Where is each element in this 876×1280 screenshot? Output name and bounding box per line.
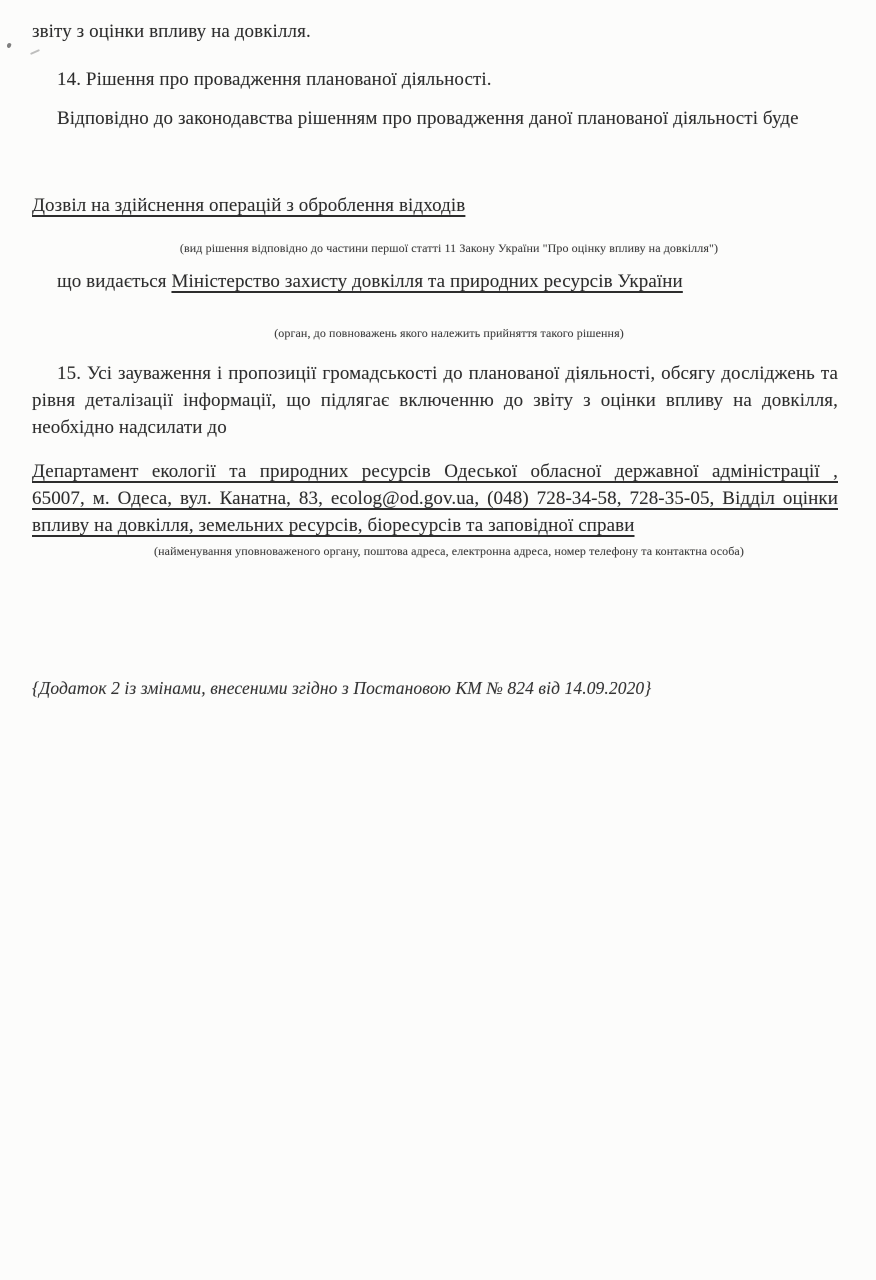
section-15-line-1: 15. Усі зауваження і пропозиції громадськості до планованої діяльності, обсягу досліджень та [57, 363, 838, 384]
issued-by-prefix: що видається [57, 271, 172, 292]
section-15-line-3: необхідно надсилати до [32, 417, 227, 438]
issuer-caption: (орган, до повноважень якого належить прийняття такого рішення) [274, 326, 624, 340]
section-14-body: Відповідно до законодавства рішенням про провадження даної планованої діяльності буде [57, 108, 799, 129]
issuing-authority-name: Міністерство захисту довкілля та природних ресурсів України [171, 271, 683, 292]
contact-line-2: 65007, м. Одеса, вул. Канатна, 83, ecolog@od.gov.ua, (048) 728-34-58, 728-35-05, Відділ оцінки [32, 488, 838, 509]
contact-line-1: Департамент екології та природних ресурсів Одеської обласної державної адміністрації , [32, 461, 838, 482]
permit-type-caption: (вид рішення відповідно до частини першої статті 11 Закону України "Про оцінку впливу на довкілля") [179, 241, 719, 255]
issuing-authority-line [32, 268, 838, 295]
contact-details-block [32, 458, 838, 539]
amendment-footnote: {Додаток 2 із змінами, внесеними згідно з Постановою КМ № 824 від 14.09.2020} [32, 678, 652, 698]
permit-decision-title: Дозвіл на здійснення операцій з оброблення відходів [32, 195, 466, 216]
section-15-paragraph [32, 360, 838, 441]
contact-line-3: впливу на довкілля, земельних ресурсів, біоресурсів та заповідної справи [32, 515, 635, 536]
contact-caption: (найменування уповноваженого органу, поштова адреса, електронна адреса, номер телефону та контактна особа) [154, 544, 744, 558]
intro-continuation-line: звіту з оцінки впливу на довкілля. [32, 21, 311, 42]
section-15-line-2: рівня деталізації інформації, що підлягає включенню до звіту з оцінки впливу на довкілля, [32, 390, 838, 411]
section-14-heading: 14. Рішення про провадження планованої діяльності. [57, 69, 492, 90]
